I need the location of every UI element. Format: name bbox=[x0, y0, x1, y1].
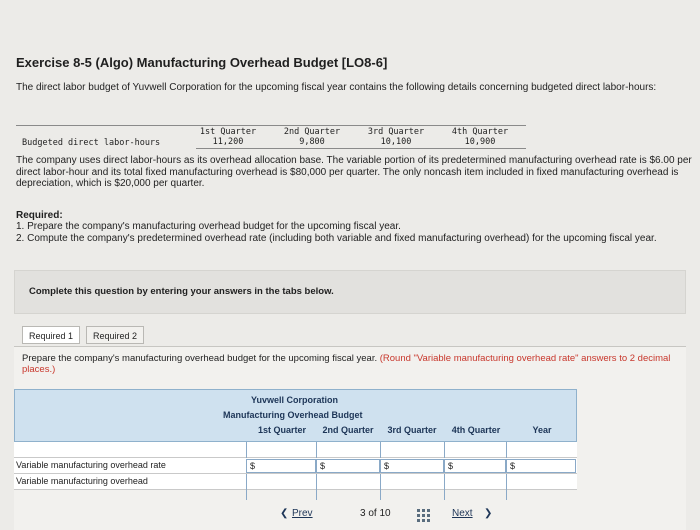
quarter-2-value: 9,800 bbox=[299, 137, 325, 147]
currency-symbol: $ bbox=[510, 461, 516, 471]
quarter-4-value: 10,900 bbox=[464, 137, 496, 147]
col-divider bbox=[246, 474, 247, 490]
col-divider bbox=[444, 490, 445, 500]
quarter-1-label: 1st Quarter bbox=[199, 127, 257, 137]
rounding-note: (Round "Variable manufacturing overhead rate" answers to 2 decimal places.) bbox=[22, 353, 671, 375]
table-row bbox=[14, 474, 577, 490]
quarter-1-column bbox=[188, 127, 268, 147]
quarter-1-value: 11,200 bbox=[212, 137, 244, 147]
company-name: Yuvwell Corporation bbox=[251, 395, 339, 405]
quarter-2-column bbox=[272, 127, 352, 147]
tab-required-1[interactable]: Required 1 bbox=[22, 326, 80, 344]
blank-row bbox=[14, 442, 577, 458]
col-head-q1: 1st Quarter bbox=[257, 425, 307, 435]
col-divider bbox=[506, 474, 507, 490]
col-divider bbox=[316, 442, 317, 458]
quarter-3-label: 3rd Quarter bbox=[367, 127, 425, 137]
exercise-title: Exercise 8-5 (Algo) Manufacturing Overhead Budget [LO8-6] bbox=[16, 55, 388, 70]
quarter-4-column bbox=[440, 127, 520, 147]
col-divider bbox=[506, 490, 507, 500]
col-divider bbox=[444, 442, 445, 458]
required-item-1: 1. Prepare the company's manufacturing overhead budget for the upcoming fiscal year. bbox=[16, 221, 401, 232]
tab-required-2[interactable]: Required 2 bbox=[86, 326, 144, 344]
quarter-2-label: 2nd Quarter bbox=[283, 127, 341, 137]
task-instructions bbox=[22, 353, 682, 375]
quarter-3-column bbox=[356, 127, 436, 147]
row-label-variable-overhead: Variable manufacturing overhead bbox=[16, 476, 148, 486]
budget-title: Manufacturing Overhead Budget bbox=[223, 410, 363, 420]
col-divider bbox=[380, 490, 381, 500]
rate-q2-input[interactable] bbox=[316, 459, 380, 473]
labor-hours-row-label: Budgeted direct labor-hours bbox=[22, 138, 161, 148]
rate-q3-input[interactable] bbox=[380, 459, 444, 473]
rate-q4-input[interactable] bbox=[444, 459, 506, 473]
table-row bbox=[14, 458, 577, 474]
rate-year-input[interactable] bbox=[506, 459, 576, 473]
page-position: 3 of 10 bbox=[360, 508, 391, 519]
problem-description: The company uses direct labor-hours as its overhead allocation base. The variable portion of its predetermined manufacturing overhead rate is $6.00 per direct labor-hour and its total fixed manufacturing overhead is $80,000 per quarter. The only noncash item included in fixed manufacturing overhead is depreciation, which is $20,000 per quarter. bbox=[16, 155, 692, 189]
table-bottom-rule bbox=[196, 148, 526, 149]
col-divider bbox=[316, 490, 317, 500]
col-head-q3: 3rd Quarter bbox=[387, 425, 437, 435]
rate-q1-input[interactable] bbox=[246, 459, 316, 473]
col-head-q4: 4th Quarter bbox=[451, 425, 501, 435]
next-button[interactable]: Next bbox=[452, 508, 473, 519]
instructions-banner bbox=[14, 270, 686, 314]
col-head-q2: 2nd Quarter bbox=[322, 425, 374, 435]
chevron-left-icon[interactable]: ❮ bbox=[280, 508, 289, 519]
table-top-rule bbox=[16, 125, 526, 126]
required-list bbox=[16, 221, 688, 244]
grid-icon[interactable] bbox=[417, 509, 431, 526]
required-heading: Required: bbox=[16, 210, 63, 221]
instruction-text: Prepare the company's manufacturing overhead budget for the upcoming fiscal year. bbox=[22, 353, 380, 364]
currency-symbol: $ bbox=[448, 461, 454, 471]
quarter-4-label: 4th Quarter bbox=[451, 127, 509, 137]
currency-symbol: $ bbox=[250, 461, 256, 471]
prev-button[interactable]: Prev bbox=[292, 508, 313, 519]
required-item-2: 2. Compute the company's predetermined overhead rate (including both variable and fixed manufacturing overhead) for the upcoming fiscal year. bbox=[16, 232, 657, 244]
col-divider bbox=[246, 442, 247, 458]
currency-symbol: $ bbox=[320, 461, 326, 471]
col-divider bbox=[380, 474, 381, 490]
col-divider bbox=[506, 442, 507, 458]
col-divider bbox=[246, 490, 247, 500]
quarter-3-value: 10,100 bbox=[380, 137, 412, 147]
budget-header bbox=[14, 389, 577, 442]
col-head-year: Year bbox=[532, 425, 552, 435]
row-label-rate: Variable manufacturing overhead rate bbox=[16, 460, 166, 470]
col-divider bbox=[444, 474, 445, 490]
currency-symbol: $ bbox=[384, 461, 390, 471]
col-divider bbox=[380, 442, 381, 458]
col-divider bbox=[316, 474, 317, 490]
answer-panel bbox=[14, 346, 686, 530]
exercise-intro: The direct labor budget of Yuvwell Corporation for the upcoming fiscal year contains the following details concerning budgeted direct labor-hours: bbox=[16, 82, 657, 93]
complete-prompt: Complete this question by entering your answers in the tabs below. bbox=[29, 286, 334, 297]
chevron-right-icon[interactable]: ❯ bbox=[484, 508, 493, 519]
